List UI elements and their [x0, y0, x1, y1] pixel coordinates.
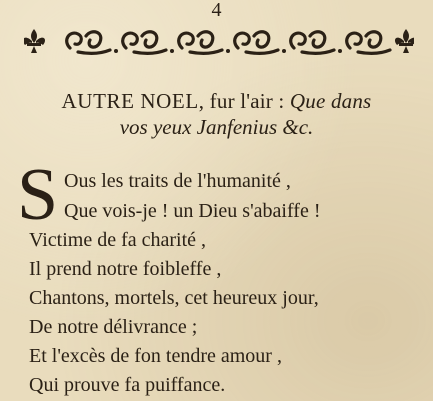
verse-line-8: Qui prouve fa puiffance. [29, 374, 226, 396]
fleur-de-lis-icon [24, 29, 45, 53]
verse-line-4: Il prend notre foibleffe , [29, 258, 222, 280]
verse-line-3: Victime de fa charité , [29, 229, 207, 251]
verse-line-7: Et l'excès de fon tendre amour , [29, 345, 282, 367]
song-title: AUTRE NOEL [61, 89, 199, 113]
verse-line-5: Chantons, mortels, cet heureux jour, [29, 287, 319, 309]
scroll-ornament-2 [123, 32, 166, 54]
scroll-ornament-3 [179, 32, 222, 54]
page-number: 4 [211, 0, 222, 21]
verse-line-2: Que vois-je ! un Dieu s'abaiffe ! [64, 200, 321, 222]
fleur-de-lis-icon [395, 29, 414, 53]
tune-name-part2: vos yeux Janfenius &c. [119, 115, 314, 139]
fleuron-ornament-band [24, 24, 414, 58]
scroll-ornament-1 [67, 32, 110, 54]
scroll-ornament-5 [291, 32, 334, 54]
tune-name-part1: Que dans [289, 89, 372, 113]
song-heading [0, 88, 433, 114]
drop-cap: S [17, 154, 59, 236]
scroll-ornament-4 [235, 32, 278, 54]
scroll-ornament-6 [347, 32, 390, 54]
song-title-connector: , fur l'air : [198, 89, 285, 113]
verse-line-6: De notre délivrance ; [29, 316, 198, 338]
verse-line-1: Ous les traits de l'humanité , [64, 170, 291, 192]
